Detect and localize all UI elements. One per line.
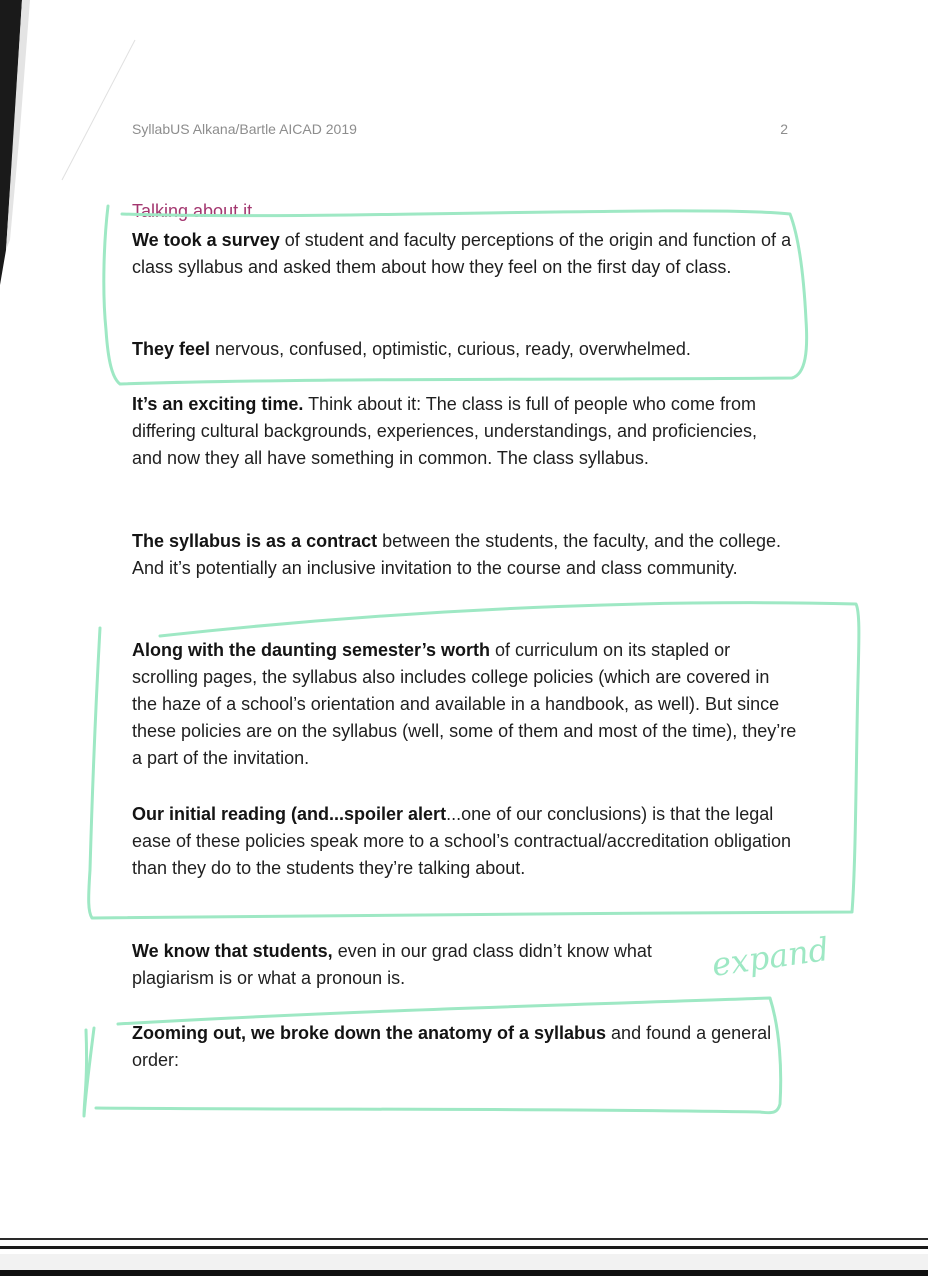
paragraph-lead: Our initial reading (and...spoiler alert xyxy=(132,804,447,824)
scan-shadow-corner xyxy=(0,0,140,300)
paragraph-exciting-time xyxy=(132,391,792,472)
paragraph-feelings xyxy=(132,336,792,363)
section-title: Talking about it xyxy=(132,201,253,221)
paragraph-contract xyxy=(132,528,792,582)
paragraph-initial-reading xyxy=(132,801,792,882)
paragraph-policies xyxy=(132,637,797,772)
paragraph-students xyxy=(132,938,712,992)
paragraph-lead: We know that students, xyxy=(132,941,333,961)
paragraph-text: nervous, confused, optimistic, curious, ready, overwhelmed. xyxy=(210,339,691,359)
paragraph-lead: Along with the daunting semester’s worth xyxy=(132,640,491,660)
paragraph-lead: We took a survey xyxy=(132,230,280,250)
running-title: SyllabUS Alkana/Bartle AICAD 2019 xyxy=(132,121,357,137)
paragraph-lead: The syllabus is as a contract xyxy=(132,531,378,551)
scan-edge-bottom xyxy=(0,1232,928,1276)
paragraph-lead: Zooming out, we broke down the anatomy of a syllabus xyxy=(132,1023,607,1043)
paragraph-text: Think about it: The class is full of people who come from differing cultural backgrounds, experiences, understandings, and proficiencies, and now they all have something in common. The class syllabus. xyxy=(132,394,758,468)
paragraph-anatomy xyxy=(132,1020,792,1074)
running-header xyxy=(132,121,788,137)
paragraph-text: even in our grad class didn’t know what plagiarism is or what a pronoun is. xyxy=(132,941,652,988)
paragraph-text: of student and faculty perceptions of the origin and function of a class syllabus and asked them about how they feel on the first day of class. xyxy=(132,230,792,277)
page-number: 2 xyxy=(780,121,788,137)
paragraph-survey xyxy=(132,227,792,281)
paragraph-text: ...one of our conclusions) is that the legal ease of these policies speak more to a school’s contractual/accreditation obligation than they do to the students they’re talking about. xyxy=(132,804,792,878)
paragraph-text: of curriculum on its stapled or scrolling pages, the syllabus also includes college policies (which are covered in the haze of a school’s orientation and available in a handbook, as well). But since these policies are on the syllabus (well, some of them and most of the time), they’re a part of the invitation. xyxy=(132,640,797,768)
paragraph-text: and found a general order: xyxy=(132,1023,772,1070)
paragraph-lead: It’s an exciting time. xyxy=(132,394,304,414)
paragraph-lead: They feel xyxy=(132,339,211,359)
margin-note: expand xyxy=(709,929,832,984)
paragraph-text: between the students, the faculty, and the college. And it’s potentially an inclusive invitation to the course and class community. xyxy=(132,531,782,578)
